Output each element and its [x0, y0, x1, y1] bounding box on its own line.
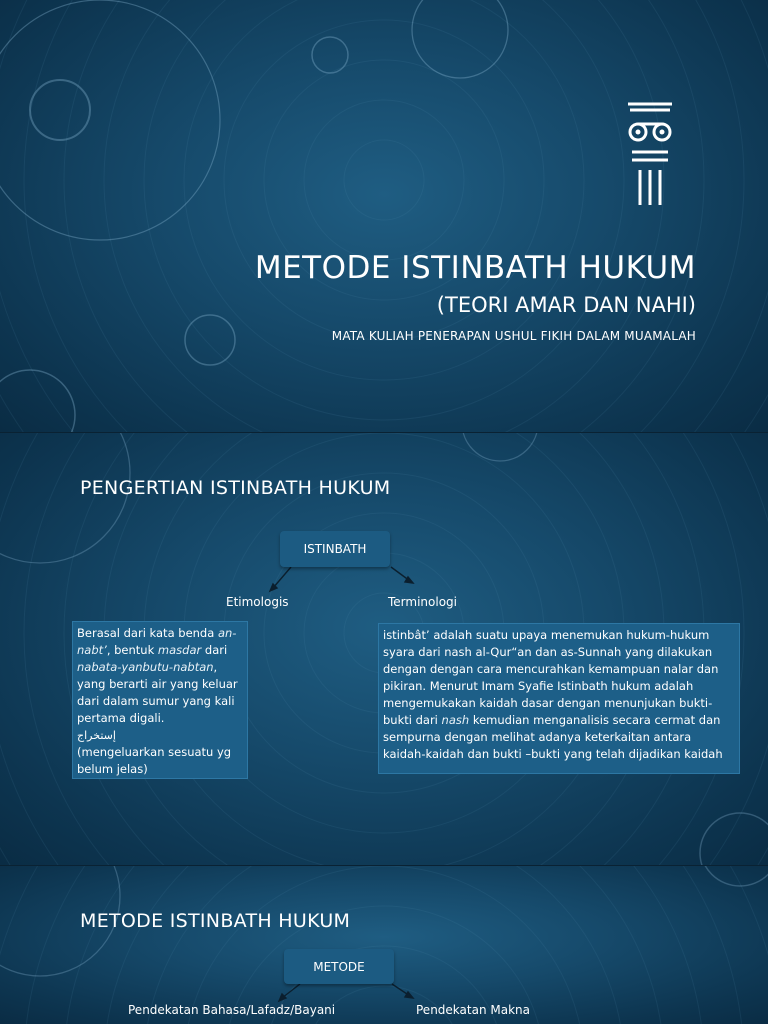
- definition-text: dari: [201, 643, 228, 657]
- root-node-metode: METODE: [284, 949, 394, 984]
- method-slide: [0, 866, 768, 1024]
- definition-text: Berasal dari kata benda: [77, 626, 218, 640]
- definition-italic-term: an-nabt’: [77, 626, 237, 657]
- title-slide: [0, 0, 768, 432]
- definition-italic-term: nabata-yanbutu-nabtan: [77, 660, 214, 674]
- definition-text: , bentuk: [106, 643, 158, 657]
- definition-italic-term: masdar: [157, 643, 202, 657]
- branch-label-meaning: Pendekatan Makna: [416, 1003, 530, 1017]
- definition-text: kemudian menganalisis secara cermat dan sempurna dengan melihat adanya keterkaitan antara kaidah-kaidah dan bukti –bukti yang telah dijadikan kaidah: [383, 713, 723, 761]
- branch-label-etimologis: Etimologis: [226, 595, 289, 609]
- branch-label-terminologi: Terminologi: [388, 595, 457, 609]
- definition-text: istinbât’ adalah suatu upaya menemukan hukum-hukum syara dari nash al-Qur“an dan as-Sunnah yang dilakukan dengan dengan cara mencurahkan kemampuan nalar dan pikiran. Menurut Imam Syafie Istinbath hukum adalah mengemukakan kaidah dasar dengan menunjukan bukti-bukti dari: [383, 628, 719, 727]
- course-name: MATA KULIAH PENERAPAN USHUL FIKIH DALAM MUAMALAH: [331, 329, 696, 343]
- slide-subtitle: (TEORI AMAR DAN NAHI): [436, 293, 696, 317]
- definition-text: (mengeluarkan sesuatu yg belum jelas): [77, 745, 232, 776]
- arabic-term: إستخراج: [77, 729, 116, 742]
- background-ornament: [0, 0, 768, 432]
- branch-label-language: Pendekatan Bahasa/Lafadz/Bayani: [128, 1003, 336, 1017]
- slide-title: METODE ISTINBATH HUKUM: [254, 250, 696, 286]
- definition-italic-term: nash: [441, 713, 470, 727]
- root-node-istinbath: ISTINBATH: [280, 531, 390, 567]
- background-ornament: [0, 866, 768, 1024]
- definition-text: , yang berarti air yang keluar dari dalam sumur yang kali pertama digali.: [77, 660, 238, 725]
- section-heading: METODE ISTINBATH HUKUM: [80, 910, 351, 932]
- etymology-definition-box: [72, 621, 248, 779]
- section-heading: PENGERTIAN ISTINBATH HUKUM: [80, 477, 391, 499]
- definition-slide: [0, 433, 768, 865]
- terminology-definition-box: [378, 623, 740, 774]
- ionic-column-icon: [626, 100, 674, 210]
